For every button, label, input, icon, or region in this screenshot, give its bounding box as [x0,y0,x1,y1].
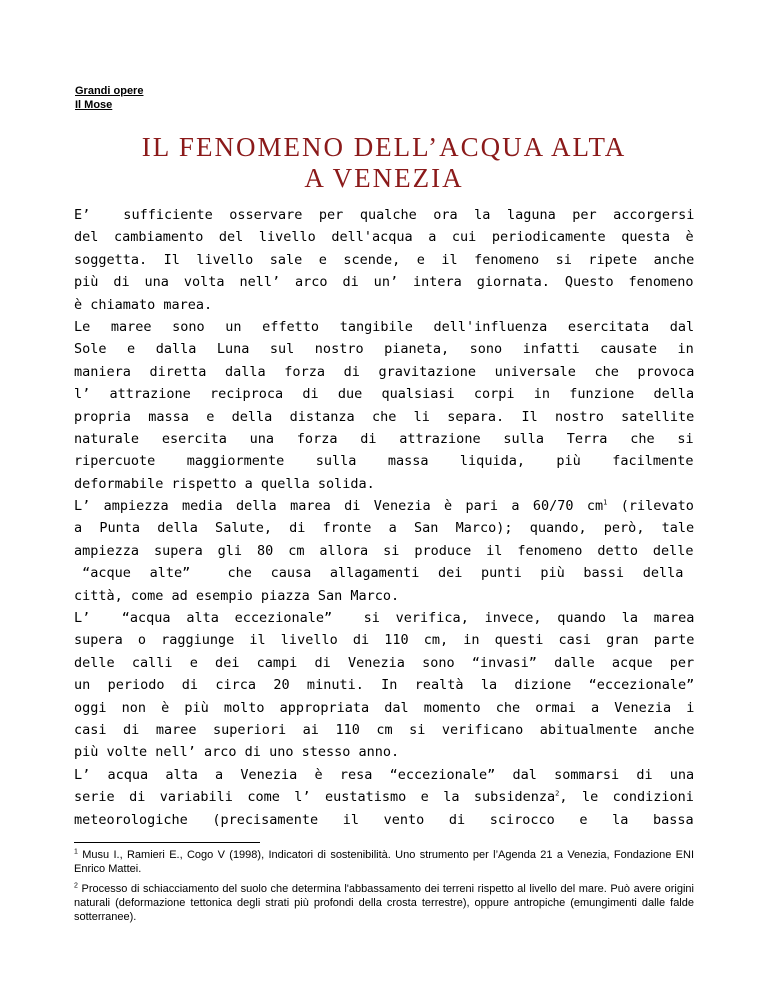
body-line [74,809,694,831]
body-line [74,428,694,450]
body-line-text: deformabile rispetto a quella solida. [74,475,375,492]
footnote-separator [74,842,260,843]
body-line [74,495,694,517]
footnote-2-text: Processo di schiacciamento del suolo che determina l'abbassamento dei terreni rispetto al livello del mare. Può avere origini naturali (deformazione tettonica degli strati più profondi della crosta terrestre), oppure antropiche (emungimenti dalle falde sotterranee). [74,883,694,923]
title-line-1: IL FENOMENO DELL’ACQUA ALTA [141,132,627,162]
body-text [74,204,694,831]
body-line-text: l’ attrazione reciproca di due qualsiasi corpi in funzione della [74,386,695,403]
body-line-text: del cambiamento del livello dell'acqua a cui periodicamente questa è [74,229,694,246]
body-line [74,719,694,741]
section-header [75,84,143,112]
body-line-text: soggetta. Il livello sale e scende, e il fenomeno si ripete anche [74,251,695,268]
body-line [74,540,694,562]
body-line-text: , le condizioni [559,789,694,806]
body-line-text: L’ acqua alta a Venezia è resa “eccezionale” dal sommarsi di una [74,766,695,783]
body-line [74,204,694,226]
body-line-text: propria massa e della distanza che li separa. Il nostro satellite [74,408,695,425]
body-line [74,585,694,607]
body-line [74,607,694,629]
body-line-text: è chiamato marea. [74,296,213,313]
body-line-text: naturale esercita una forza di attrazione sulla Terra che si [74,430,694,447]
body-line-text: delle calli e dei campi di Venezia sono “invasi” dalle acque per [74,654,695,671]
body-line [74,652,694,674]
body-line-text: (rilevato [607,498,694,515]
category-label: Grandi opere [75,85,144,97]
body-line-text: meteorologiche (precisamente il vento di scirocco e la bassa [74,811,694,828]
body-line [74,473,694,495]
body-line [74,629,694,651]
body-line [74,226,694,248]
body-line-text: casi di maree superiori ai 110 cm si verificano abitualmente anche [74,721,695,738]
body-line [74,741,694,763]
body-line [74,338,694,360]
title-line-2: A VENEZIA [304,163,464,193]
body-line-text: ripercuote maggiormente sulla massa liquida, più facilmente [74,453,694,470]
footnote-1-text: Musu I., Ramieri E., Cogo V (1998), Indicatori di sostenibilità. Uno strumento per l’Agenda 21 a Venezia, Fondazione ENI Enrico Mattei. [74,849,695,875]
body-line [74,674,694,696]
body-line [74,294,694,316]
body-line-text: a Punta della Salute, di fronte a San Marco); quando, però, tale [74,520,695,537]
body-line [74,786,694,808]
footnote-1-mark: 1 [74,848,78,856]
page-title [60,132,708,194]
body-line-text: serie di variabili come l’ eustatismo e la subsidenza [74,789,556,806]
body-line-text: “acque alte” che causa allagamenti dei punti più bassi della [74,565,684,582]
body-line-text: maniera diretta dalla forza di gravitazione universale che provoca [74,363,695,380]
body-line-text: città, come ad esempio piazza San Marco. [74,587,400,604]
subcategory-label: Il Mose [75,99,113,111]
footnote-1 [74,848,694,876]
body-line-text: un periodo di circa 20 minuti. In realtà la dizione “eccezionale” [74,677,695,694]
body-line-text: supera o raggiunge il livello di 110 cm, in questi casi gran parte [74,632,695,649]
body-line [74,517,694,539]
body-line [74,361,694,383]
body-line-text: più volte nell’ arco di uno stesso anno. [74,744,400,761]
body-line [74,764,694,786]
body-line-text: più di una volta nell’ arco di un’ intera giornata. Questo fenomeno [74,274,694,291]
footnote-2-mark: 2 [74,882,78,890]
body-line-text: E’ sufficiente osservare per qualche ora la laguna per accorgersi [74,207,695,223]
body-line [74,406,694,428]
body-line [74,697,694,719]
body-line [74,316,694,338]
footnote-2 [74,882,694,924]
body-line [74,450,694,472]
footnote-ref-2: 2 [555,789,560,798]
body-line [74,562,694,584]
body-line [74,383,694,405]
body-line-text: Sole e dalla Luna sul nostro pianeta, sono infatti causate in [74,341,694,358]
body-line-text: L’ “acqua alta eccezionale” si verifica, invece, quando la marea [74,610,695,627]
body-line [74,271,694,293]
body-line [74,249,694,271]
body-line-text: L’ ampiezza media della marea di Venezia è pari a 60/70 cm [74,498,604,515]
body-line-text: Le maree sono un effetto tangibile dell'influenza esercitata dal [74,318,695,335]
footnote-ref-1: 1 [603,498,608,507]
body-line-text: ampiezza supera gli 80 cm allora si produce il fenomeno detto delle [74,542,694,559]
body-line-text: oggi non è più molto appropriata dal momento che ormai a Venezia i [74,699,695,716]
